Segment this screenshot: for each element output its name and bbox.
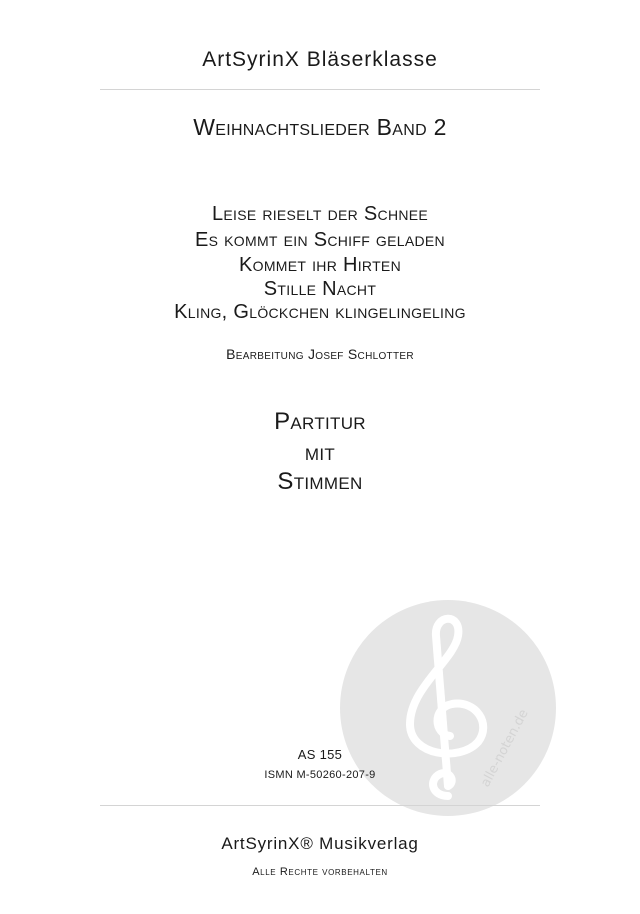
rights-notice: Alle Rechte vorbehalten [252, 866, 388, 878]
arranger-credit: Bearbeitung Josef Schlotter [226, 346, 414, 362]
song-title: Es kommt ein Schiff geladen [195, 229, 445, 251]
edition-line-mit: mit [304, 439, 336, 466]
volume-title: Weihnachtslieder Band 2 [193, 114, 447, 140]
edition-line-partitur: Partitur [274, 408, 366, 435]
footer-divider [100, 805, 540, 806]
song-title: Stille Nacht [263, 278, 377, 300]
publisher-name: ArtSyrinX® Musikverlag [221, 834, 419, 853]
ismn-number: ISMN M-50260-207-9 [264, 769, 376, 781]
song-title: Leise rieselt der Schnee [211, 203, 429, 225]
catalog-number: AS 155 [297, 747, 343, 762]
watermark-text: alle-noten.de [478, 706, 532, 790]
header-divider [100, 89, 540, 90]
watermark-logo [340, 600, 556, 816]
edition-line-stimmen: Stimmen [277, 468, 363, 495]
song-title: Kommet ihr Hirten [239, 254, 401, 276]
song-title: Kling, Glöckchen klingelingeling [174, 301, 466, 323]
series-title: ArtSyrinX Bläserklasse [202, 48, 438, 71]
